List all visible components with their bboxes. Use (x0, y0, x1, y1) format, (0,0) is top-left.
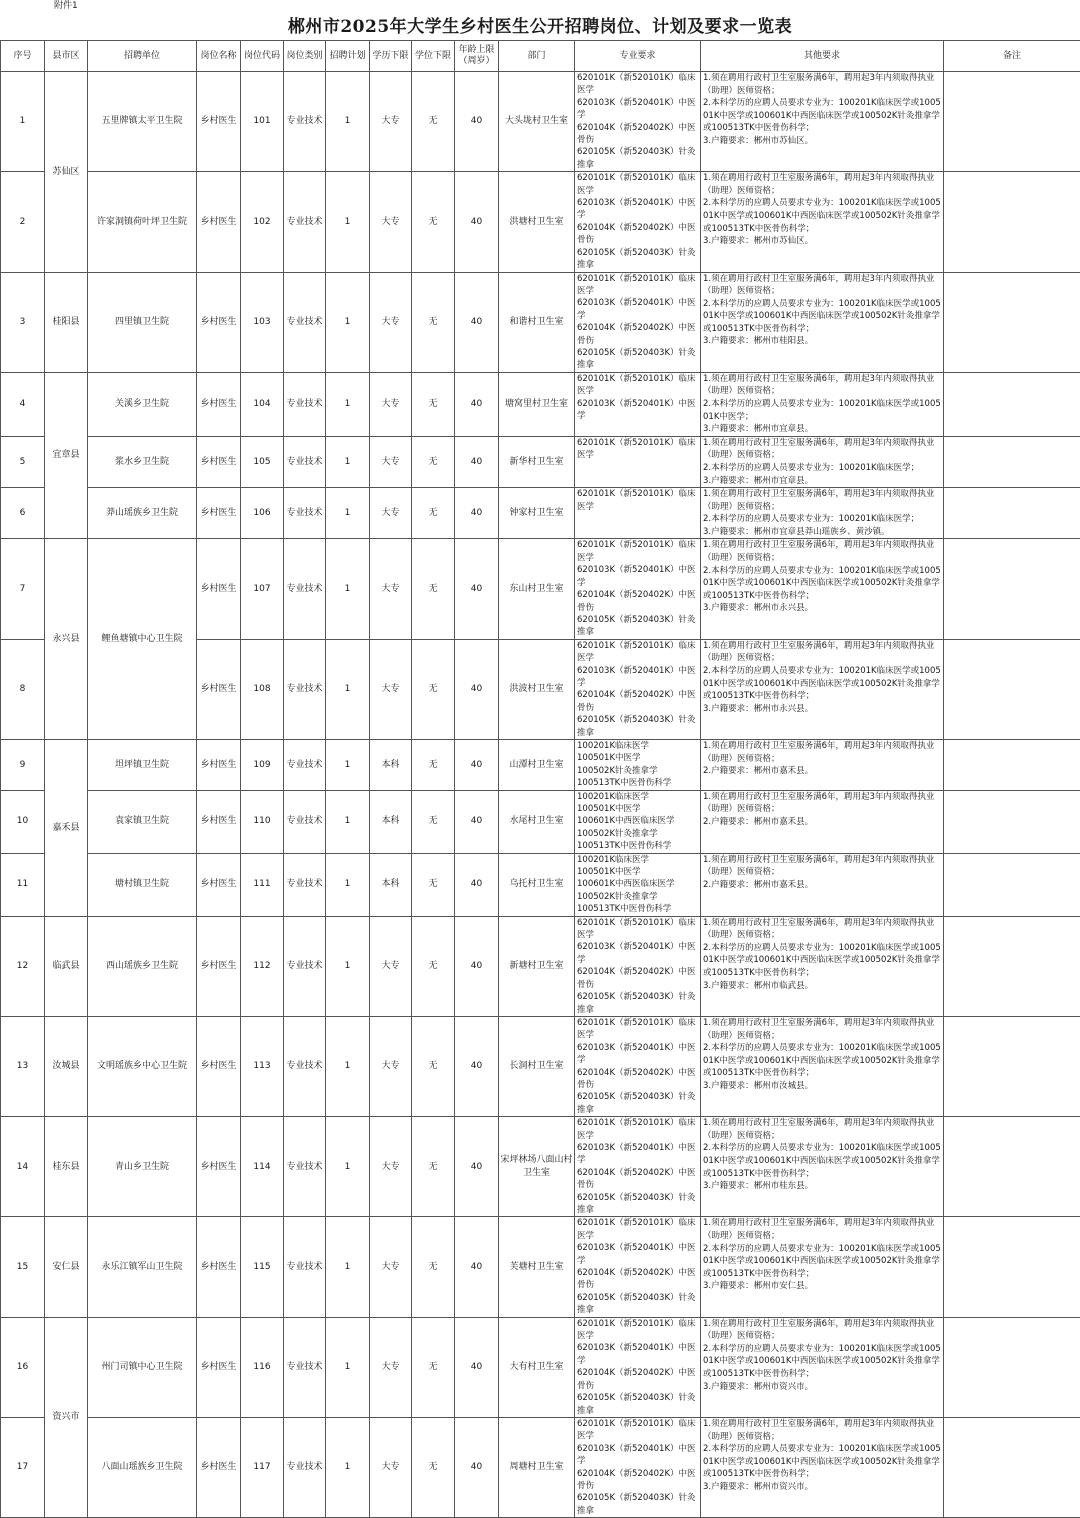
table-row (1, 790, 1080, 853)
major-cell: 620101K（新520101K）临床医学 620103K（新520401K）中医学 620104K（新520402K）中医骨伤 620105K（新520403K）针灸推拿 (575, 639, 701, 739)
post-type-cell: 专业技术 (284, 1317, 326, 1417)
post-type-cell: 专业技术 (284, 272, 326, 372)
post-code-cell: 104 (241, 372, 284, 436)
post-name-cell: 乡村医生 (197, 1317, 241, 1417)
post-name-cell: 乡村医生 (197, 1217, 241, 1317)
note-cell (944, 272, 1080, 372)
dept-cell: 和谐村卫生室 (499, 272, 575, 372)
post-name-cell: 乡村医生 (197, 790, 241, 853)
unit-cell: 州门司镇中心卫生院 (88, 1317, 197, 1417)
plan-cell: 1 (326, 1016, 370, 1116)
major-cell: 620101K（新520101K）临床医学 620103K（新520401K）中医学 620104K（新520402K）中医骨伤 620105K（新520403K）针灸推拿 (575, 1417, 701, 1517)
edu-cell: 大专 (370, 72, 412, 172)
note-cell (944, 916, 1080, 1016)
other-cell: 1.须在聘用行政村卫生室服务满6年，聘用起3年内须取得执业（助理）医师资格； 2.本科学历的应聘人员要求专业为：100201K临床医学或100501K中医学或100601K中西医临床医学或100502K针灸推拿学或100513TK中医骨伤科学； 3.户籍要求：郴州市苏仙区。 (701, 172, 944, 272)
degree-cell: 无 (412, 916, 455, 1016)
degree-cell: 无 (412, 853, 455, 916)
age-cell: 40 (455, 639, 499, 739)
dept-cell: 宋坪林场八面山村卫生室 (499, 1117, 575, 1217)
plan-cell: 1 (326, 172, 370, 272)
dept-cell: 水尾村卫生室 (499, 790, 575, 853)
major-cell: 620101K（新520101K）临床医学 620103K（新520401K）中医学 620104K（新520402K）中医骨伤 620105K（新520403K）针灸推拿 (575, 272, 701, 372)
major-cell: 620101K（新520101K）临床医学 (575, 488, 701, 539)
edu-cell: 大专 (370, 272, 412, 372)
edu-cell: 大专 (370, 488, 412, 539)
post-type-cell: 专业技术 (284, 639, 326, 739)
plan-cell: 1 (326, 1317, 370, 1417)
county-cell: 资兴市 (45, 1317, 88, 1518)
note-cell (944, 1217, 1080, 1317)
header-other: 其他要求 (701, 41, 944, 72)
degree-cell: 无 (412, 1217, 455, 1317)
post-name-cell: 乡村医生 (197, 436, 241, 487)
other-cell: 1.须在聘用行政村卫生室服务满6年，聘用起3年内须取得执业（助理）医师资格； 2.本科学历的应聘人员要求专业为：100201K临床医学或100501K中医学或100601K中西医临床医学或100502K针灸推拿学或100513TK中医骨伤科学； 3.户籍要求：郴州市汝城县。 (701, 1016, 944, 1116)
table-row (1, 372, 1080, 436)
unit-cell: 浆水乡卫生院 (88, 436, 197, 487)
seq-cell: 9 (1, 739, 45, 790)
age-cell: 40 (455, 1317, 499, 1417)
table-row (1, 172, 1080, 272)
post-type-cell: 专业技术 (284, 916, 326, 1016)
note-cell (944, 853, 1080, 916)
dept-cell: 山潭村卫生室 (499, 739, 575, 790)
other-cell: 1.须在聘用行政村卫生室服务满6年，聘用起3年内须取得执业（助理）医师资格； 2.本科学历的应聘人员要求专业为：100201K临床医学或100501K中医学或100601K中西医临床医学或100502K针灸推拿学或100513TK中医骨伤科学； 3.户籍要求：郴州市临武县。 (701, 916, 944, 1016)
table-row (1, 1417, 1080, 1517)
post-code-cell: 112 (241, 916, 284, 1016)
age-cell: 40 (455, 539, 499, 639)
plan-cell: 1 (326, 1417, 370, 1517)
table-row (1, 1016, 1080, 1116)
seq-cell: 11 (1, 853, 45, 916)
header-post-code: 岗位代码 (241, 41, 284, 72)
edu-cell: 大专 (370, 1217, 412, 1317)
county-cell: 临武县 (45, 916, 88, 1016)
header-note: 备注 (944, 41, 1080, 72)
post-type-cell: 专业技术 (284, 739, 326, 790)
age-cell: 40 (455, 739, 499, 790)
seq-cell: 14 (1, 1117, 45, 1217)
unit-cell: 五里牌镇太平卫生院 (88, 72, 197, 172)
other-cell: 1.须在聘用行政村卫生室服务满6年，聘用起3年内须取得执业（助理）医师资格； 2.本科学历的应聘人员要求专业为：100201K临床医学或100501K中医学或100601K中西医临床医学或100502K针灸推拿学或100513TK中医骨伤科学； 3.户籍要求：郴州市资兴市。 (701, 1317, 944, 1417)
age-cell: 40 (455, 272, 499, 372)
seq-cell: 6 (1, 488, 45, 539)
age-cell: 40 (455, 853, 499, 916)
degree-cell: 无 (412, 1317, 455, 1417)
post-name-cell: 乡村医生 (197, 172, 241, 272)
edu-cell: 本科 (370, 739, 412, 790)
header-unit: 招聘单位 (88, 41, 197, 72)
post-code-cell: 114 (241, 1117, 284, 1217)
unit-cell: 永乐江镇军山卫生院 (88, 1217, 197, 1317)
other-cell: 1.须在聘用行政村卫生室服务满6年，聘用起3年内须取得执业（助理）医师资格； 2.户籍要求：郴州市嘉禾县。 (701, 790, 944, 853)
county-cell: 永兴县 (45, 539, 88, 740)
header-post-type: 岗位类别 (284, 41, 326, 72)
post-type-cell: 专业技术 (284, 72, 326, 172)
seq-cell: 3 (1, 272, 45, 372)
plan-cell: 1 (326, 790, 370, 853)
degree-cell: 无 (412, 1016, 455, 1116)
edu-cell: 大专 (370, 639, 412, 739)
degree-cell: 无 (412, 639, 455, 739)
major-cell: 620101K（新520101K）临床医学 (575, 436, 701, 487)
post-name-cell: 乡村医生 (197, 1117, 241, 1217)
post-name-cell: 乡村医生 (197, 639, 241, 739)
note-cell (944, 436, 1080, 487)
header-degree: 学位下限 (412, 41, 455, 72)
edu-cell: 大专 (370, 916, 412, 1016)
post-code-cell: 109 (241, 739, 284, 790)
dept-cell: 东山村卫生室 (499, 539, 575, 639)
post-code-cell: 108 (241, 639, 284, 739)
other-cell: 1.须在聘用行政村卫生室服务满6年，聘用起3年内须取得执业（助理）医师资格； 2.本科学历的应聘人员要求专业为：100201K临床医学或100501K中医学或100601K中西医临床医学或100502K针灸推拿学或100513TK中医骨伤科学； 3.户籍要求：郴州市苏仙区。 (701, 72, 944, 172)
other-cell: 1.须在聘用行政村卫生室服务满6年，聘用起3年内须取得执业（助理）医师资格； 2.本科学历的应聘人员要求专业为：100201K临床医学； 3.户籍要求：郴州市宜章县。 (701, 436, 944, 487)
plan-cell: 1 (326, 853, 370, 916)
edu-cell: 大专 (370, 1417, 412, 1517)
post-type-cell: 专业技术 (284, 1016, 326, 1116)
edu-cell: 大专 (370, 539, 412, 639)
edu-cell: 大专 (370, 436, 412, 487)
degree-cell: 无 (412, 739, 455, 790)
edu-cell: 大专 (370, 372, 412, 436)
table-row (1, 853, 1080, 916)
seq-cell: 7 (1, 539, 45, 639)
header-county: 县市区 (45, 41, 88, 72)
county-cell: 桂阳县 (45, 272, 88, 372)
age-cell: 40 (455, 1117, 499, 1217)
seq-cell: 10 (1, 790, 45, 853)
post-type-cell: 专业技术 (284, 539, 326, 639)
table-row (1, 1217, 1080, 1317)
other-cell: 1.须在聘用行政村卫生室服务满6年，聘用起3年内须取得执业（助理）医师资格； 2.本科学历的应聘人员要求专业为：100201K临床医学或100501K中医学或100601K中西医临床医学或100502K针灸推拿学或100513TK中医骨伤科学； 3.户籍要求：郴州市安仁县。 (701, 1217, 944, 1317)
seq-cell: 16 (1, 1317, 45, 1417)
table-row (1, 539, 1080, 639)
major-cell: 620101K（新520101K）临床医学 620103K（新520401K）中医学 620104K（新520402K）中医骨伤 620105K（新520403K）针灸推拿 (575, 1317, 701, 1417)
degree-cell: 无 (412, 272, 455, 372)
unit-cell: 青山乡卫生院 (88, 1117, 197, 1217)
unit-cell: 坦坪镇卫生院 (88, 739, 197, 790)
seq-cell: 15 (1, 1217, 45, 1317)
page-title: 郴州市2025年大学生乡村医生公开招聘岗位、计划及要求一览表 (0, 14, 1080, 40)
county-cell: 汝城县 (45, 1016, 88, 1116)
other-cell: 1.须在聘用行政村卫生室服务满6年，聘用起3年内须取得执业（助理）医师资格； 2.本科学历的应聘人员要求专业为：100201K临床医学或100501K中医学或100601K中西医临床医学或100502K针灸推拿学或100513TK中医骨伤科学； 3.户籍要求：郴州市桂东县。 (701, 1117, 944, 1217)
other-cell: 1.须在聘用行政村卫生室服务满6年，聘用起3年内须取得执业（助理）医师资格； 2.本科学历的应聘人员要求专业为：100201K临床医学或100501K中医学或100601K中西医临床医学或100502K针灸推拿学或100513TK中医骨伤科学； 3.户籍要求：郴州市永兴县。 (701, 639, 944, 739)
degree-cell: 无 (412, 790, 455, 853)
major-cell: 620101K（新520101K）临床医学 620103K（新520401K）中医学 620104K（新520402K）中医骨伤 620105K（新520403K）针灸推拿 (575, 1016, 701, 1116)
plan-cell: 1 (326, 272, 370, 372)
plan-cell: 1 (326, 1217, 370, 1317)
post-code-cell: 113 (241, 1016, 284, 1116)
dept-cell: 塘窝里村卫生室 (499, 372, 575, 436)
post-code-cell: 103 (241, 272, 284, 372)
note-cell (944, 372, 1080, 436)
other-cell: 1.须在聘用行政村卫生室服务满6年，聘用起3年内须取得执业（助理）医师资格； 2.户籍要求：郴州市嘉禾县。 (701, 853, 944, 916)
post-name-cell: 乡村医生 (197, 1016, 241, 1116)
post-code-cell: 111 (241, 853, 284, 916)
other-cell: 1.须在聘用行政村卫生室服务满6年，聘用起3年内须取得执业（助理）医师资格； 2.本科学历的应聘人员要求专业为：100201K临床医学或100501K中医学或100601K中西医临床医学或100502K针灸推拿学或100513TK中医骨伤科学； 3.户籍要求：郴州市永兴县。 (701, 539, 944, 639)
dept-cell: 新塘村卫生室 (499, 916, 575, 1016)
age-cell: 40 (455, 436, 499, 487)
major-cell: 620101K（新520101K）临床医学 620103K（新520401K）中医学 620104K（新520402K）中医骨伤 620105K（新520403K）针灸推拿 (575, 1217, 701, 1317)
post-code-cell: 105 (241, 436, 284, 487)
degree-cell: 无 (412, 372, 455, 436)
post-name-cell: 乡村医生 (197, 739, 241, 790)
header-seq: 序号 (1, 41, 45, 72)
note-cell (944, 172, 1080, 272)
age-cell: 40 (455, 488, 499, 539)
table-row (1, 1117, 1080, 1217)
seq-cell: 1 (1, 72, 45, 172)
post-code-cell: 110 (241, 790, 284, 853)
unit-cell: 西山瑶族乡卫生院 (88, 916, 197, 1016)
unit-cell: 鲤鱼塘镇中心卫生院 (88, 539, 197, 740)
age-cell: 40 (455, 72, 499, 172)
other-cell: 1.须在聘用行政村卫生室服务满6年，聘用起3年内须取得执业（助理）医师资格； 2.本科学历的应聘人员要求专业为：100201K临床医学或100501K中医学或100601K中西医临床医学或100502K针灸推拿学或100513TK中医骨伤科学； 3.户籍要求：郴州市资兴市。 (701, 1417, 944, 1517)
post-code-cell: 107 (241, 539, 284, 639)
degree-cell: 无 (412, 1117, 455, 1217)
note-cell (944, 1317, 1080, 1417)
seq-cell: 2 (1, 172, 45, 272)
county-cell: 宜章县 (45, 372, 88, 539)
dept-cell: 洪塘村卫生室 (499, 172, 575, 272)
note-cell (944, 790, 1080, 853)
other-cell: 1.须在聘用行政村卫生室服务满6年，聘用起3年内须取得执业（助理）医师资格； 2.本科学历的应聘人员要求专业为：100201K临床医学或100501K中医学或100601K中西医临床医学或100502K针灸推拿学或100513TK中医骨伤科学； 3.户籍要求：郴州市桂阳县。 (701, 272, 944, 372)
seq-cell: 5 (1, 436, 45, 487)
post-type-cell: 专业技术 (284, 1117, 326, 1217)
unit-cell: 四里镇卫生院 (88, 272, 197, 372)
header-post-name: 岗位名称 (197, 41, 241, 72)
unit-cell: 袁家镇卫生院 (88, 790, 197, 853)
major-cell: 620101K（新520101K）临床医学 620103K（新520401K）中医学 620104K（新520402K）中医骨伤 620105K（新520403K）针灸推拿 (575, 72, 701, 172)
dept-cell: 新华村卫生室 (499, 436, 575, 487)
plan-cell: 1 (326, 72, 370, 172)
header-plan: 招聘计划 (326, 41, 370, 72)
age-cell: 40 (455, 1016, 499, 1116)
edu-cell: 大专 (370, 172, 412, 272)
age-cell: 40 (455, 916, 499, 1016)
table-row (1, 436, 1080, 487)
post-code-cell: 101 (241, 72, 284, 172)
edu-cell: 本科 (370, 853, 412, 916)
major-cell: 100201K临床医学 100501K中医学 100601K中西医临床医学 100502K针灸推拿学 100513TK中医骨伤科学 (575, 790, 701, 853)
major-cell: 100201K临床医学 100501K中医学 100601K中西医临床医学 100502K针灸推拿学 100513TK中医骨伤科学 (575, 853, 701, 916)
edu-cell: 大专 (370, 1317, 412, 1417)
dept-cell: 大头垅村卫生室 (499, 72, 575, 172)
age-cell: 40 (455, 372, 499, 436)
post-type-cell: 专业技术 (284, 1217, 326, 1317)
major-cell: 620101K（新520101K）临床医学 620103K（新520401K）中医学 620104K（新520402K）中医骨伤 620105K（新520403K）针灸推拿 (575, 539, 701, 639)
degree-cell: 无 (412, 1417, 455, 1517)
dept-cell: 周塘村卫生室 (499, 1417, 575, 1517)
edu-cell: 大专 (370, 1016, 412, 1116)
degree-cell: 无 (412, 539, 455, 639)
seq-cell: 12 (1, 916, 45, 1016)
major-cell: 620101K（新520101K）临床医学 620103K（新520401K）中医学 620104K（新520402K）中医骨伤 620105K（新520403K）针灸推拿 (575, 172, 701, 272)
table-row (1, 739, 1080, 790)
dept-cell: 钟家村卫生室 (499, 488, 575, 539)
other-cell: 1.须在聘用行政村卫生室服务满6年，聘用起3年内须取得执业（助理）医师资格； 2.本科学历的应聘人员要求专业为：100201K临床医学； 3.户籍要求：郴州市宜章县莽山瑶族乡、黄沙镇。 (701, 488, 944, 539)
table-row (1, 488, 1080, 539)
note-cell (944, 639, 1080, 739)
seq-cell: 8 (1, 639, 45, 739)
edu-cell: 大专 (370, 1117, 412, 1217)
post-type-cell: 专业技术 (284, 790, 326, 853)
post-name-cell: 乡村医生 (197, 272, 241, 372)
post-code-cell: 116 (241, 1317, 284, 1417)
post-code-cell: 106 (241, 488, 284, 539)
degree-cell: 无 (412, 72, 455, 172)
header-row (1, 41, 1080, 72)
unit-cell: 八面山瑶族乡卫生院 (88, 1417, 197, 1517)
note-cell (944, 72, 1080, 172)
post-type-cell: 专业技术 (284, 1417, 326, 1517)
note-cell (944, 1117, 1080, 1217)
dept-cell: 长洞村卫生室 (499, 1016, 575, 1116)
header-dept: 部门 (499, 41, 575, 72)
post-name-cell: 乡村医生 (197, 539, 241, 639)
post-name-cell: 乡村医生 (197, 372, 241, 436)
header-age: 年龄上限（周岁） (455, 41, 499, 72)
county-cell: 安仁县 (45, 1217, 88, 1317)
plan-cell: 1 (326, 639, 370, 739)
county-cell: 苏仙区 (45, 72, 88, 273)
age-cell: 40 (455, 790, 499, 853)
plan-cell: 1 (326, 739, 370, 790)
dept-cell: 大有村卫生室 (499, 1317, 575, 1417)
plan-cell: 1 (326, 488, 370, 539)
table-row (1, 1317, 1080, 1417)
post-type-cell: 专业技术 (284, 853, 326, 916)
plan-cell: 1 (326, 1117, 370, 1217)
unit-cell: 许家洞镇荷叶坪卫生院 (88, 172, 197, 272)
seq-cell: 17 (1, 1417, 45, 1517)
plan-cell: 1 (326, 916, 370, 1016)
county-cell: 桂东县 (45, 1117, 88, 1217)
other-cell: 1.须在聘用行政村卫生室服务满6年，聘用起3年内须取得执业（助理）医师资格； 2.本科学历的应聘人员要求专业为：100201K临床医学或100501K中医学； 3.户籍要求：郴州市宜章县。 (701, 372, 944, 436)
dept-cell: 洪波村卫生室 (499, 639, 575, 739)
unit-cell: 文明瑶族乡中心卫生院 (88, 1016, 197, 1116)
post-type-cell: 专业技术 (284, 372, 326, 436)
header-major: 专业要求 (575, 41, 701, 72)
major-cell: 620101K（新520101K）临床医学 620103K（新520401K）中医学 620104K（新520402K）中医骨伤 620105K（新520403K）针灸推拿 (575, 916, 701, 1016)
age-cell: 40 (455, 1417, 499, 1517)
unit-cell: 关溪乡卫生院 (88, 372, 197, 436)
seq-cell: 13 (1, 1016, 45, 1116)
major-cell: 100201K临床医学 100501K中医学 100502K针灸推拿学 100513TK中医骨伤科学 (575, 739, 701, 790)
county-cell: 嘉禾县 (45, 739, 88, 916)
recruitment-table (0, 40, 1080, 1518)
post-name-cell: 乡村医生 (197, 72, 241, 172)
age-cell: 40 (455, 172, 499, 272)
attachment-label: 附件1 (54, 1, 78, 12)
header-edu: 学历下限 (370, 41, 412, 72)
post-code-cell: 102 (241, 172, 284, 272)
dept-cell: 芙塘村卫生室 (499, 1217, 575, 1317)
plan-cell: 1 (326, 372, 370, 436)
post-type-cell: 专业技术 (284, 488, 326, 539)
degree-cell: 无 (412, 436, 455, 487)
table-row (1, 72, 1080, 172)
edu-cell: 本科 (370, 790, 412, 853)
seq-cell: 4 (1, 372, 45, 436)
post-name-cell: 乡村医生 (197, 916, 241, 1016)
post-type-cell: 专业技术 (284, 436, 326, 487)
post-name-cell: 乡村医生 (197, 1417, 241, 1517)
post-name-cell: 乡村医生 (197, 488, 241, 539)
note-cell (944, 539, 1080, 639)
note-cell (944, 1016, 1080, 1116)
note-cell (944, 1417, 1080, 1517)
plan-cell: 1 (326, 539, 370, 639)
dept-cell: 乌托村卫生室 (499, 853, 575, 916)
note-cell (944, 739, 1080, 790)
table-row (1, 272, 1080, 372)
table-row (1, 916, 1080, 1016)
post-type-cell: 专业技术 (284, 172, 326, 272)
degree-cell: 无 (412, 488, 455, 539)
age-cell: 40 (455, 1217, 499, 1317)
degree-cell: 无 (412, 172, 455, 272)
plan-cell: 1 (326, 436, 370, 487)
post-name-cell: 乡村医生 (197, 853, 241, 916)
other-cell: 1.须在聘用行政村卫生室服务满6年，聘用起3年内须取得执业（助理）医师资格； 2.户籍要求：郴州市嘉禾县。 (701, 739, 944, 790)
major-cell: 620101K（新520101K）临床医学 620103K（新520401K）中医学 (575, 372, 701, 436)
note-cell (944, 488, 1080, 539)
post-code-cell: 115 (241, 1217, 284, 1317)
major-cell: 620101K（新520101K）临床医学 620103K（新520401K）中医学 620104K（新520402K）中医骨伤 620105K（新520403K）针灸推拿 (575, 1117, 701, 1217)
unit-cell: 塘村镇卫生院 (88, 853, 197, 916)
unit-cell: 莽山瑶族乡卫生院 (88, 488, 197, 539)
post-code-cell: 117 (241, 1417, 284, 1517)
